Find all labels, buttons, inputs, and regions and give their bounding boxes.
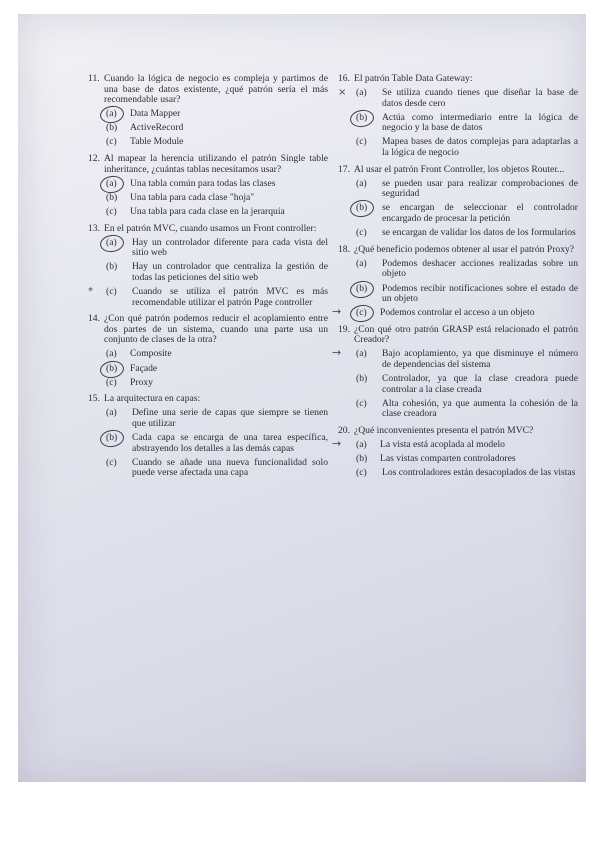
answer-option[interactable]: [104, 238, 328, 259]
option-text: Data Mapper: [130, 108, 181, 120]
option-letter: [104, 262, 126, 283]
option-letter: [354, 259, 376, 280]
option-letter-text: (a): [106, 177, 117, 189]
question-header: [338, 74, 578, 85]
option-letter-text: (c): [106, 205, 117, 217]
option-letter-text: (a): [356, 439, 367, 451]
question-text: El patrón Table Data Gateway:: [354, 73, 473, 84]
question-number: 12.: [88, 153, 100, 165]
option-letter-text: (a): [106, 348, 117, 360]
question-16: [338, 74, 578, 159]
option-letter: [354, 284, 376, 305]
option-letter-text: (b): [356, 202, 368, 214]
option-text: se encargan de validar los datos de los formularios: [382, 227, 576, 239]
option-letter-text: (c): [356, 307, 367, 319]
handwritten-mark: ×: [338, 87, 347, 99]
answer-option[interactable]: [104, 349, 328, 360]
answer-option[interactable]: [104, 137, 328, 148]
option-letter-text: (a): [356, 257, 367, 269]
handwritten-mark: →: [332, 437, 342, 451]
question-text: Al mapear la herencia utilizando el patrón Single table inheritance, ¿cuántas tablas necesitamos usar?: [104, 153, 328, 175]
question-header: [338, 165, 578, 176]
option-letter: [104, 207, 126, 218]
right-column: [332, 73, 578, 485]
option-text: Podemos recibir notificaciones sobre el estado de un objeto: [382, 282, 578, 305]
answer-option[interactable]: [104, 378, 328, 389]
question-text: Cuando la lógica de negocio es compleja y partimos de una base de datos existente, ¿qué patrón sería el más recomendable usar?: [104, 73, 328, 106]
answer-option[interactable]: [354, 179, 578, 200]
option-letter: [354, 454, 376, 465]
question-header: [88, 394, 328, 405]
question-number: 11.: [88, 73, 100, 84]
option-letter: [332, 346, 376, 370]
answer-option[interactable]: [332, 346, 578, 371]
answer-option[interactable]: [338, 87, 578, 109]
option-letter-text: (c): [106, 286, 117, 297]
option-letter-text: (b): [106, 261, 118, 273]
answer-option[interactable]: [104, 207, 328, 218]
answer-option[interactable]: [354, 374, 578, 395]
option-text: Proxy: [130, 376, 153, 388]
option-text: se pueden usar para realizar comprobaciones de seguridad: [382, 177, 578, 200]
question-13: [88, 224, 328, 309]
handwritten-mark: *: [88, 286, 93, 297]
option-letter-text: (c): [356, 227, 367, 239]
option-text: Composite: [130, 348, 172, 360]
question-header: [88, 224, 328, 235]
answer-option[interactable]: [104, 193, 328, 204]
answer-option[interactable]: [354, 454, 578, 465]
question-text: En el patrón MVC, cuando usamos un Front controller:: [104, 222, 317, 234]
option-text: Alta cohesión, ya que aumenta la cohesión de la clase creadora: [382, 397, 578, 420]
answer-option[interactable]: [332, 305, 578, 319]
question-number: 18.: [338, 243, 350, 255]
option-letter: [354, 137, 376, 158]
option-letter: [354, 399, 376, 420]
option-letter-text: (c): [106, 376, 117, 388]
answer-option[interactable]: [104, 179, 328, 190]
option-letter-text: (b): [106, 362, 118, 374]
question-text: ¿Con qué patrón podemos reducir el acoplamiento entre dos partes de un sistema, cuando una parte usa un conjunto de clases de la otra?: [104, 313, 328, 346]
option-text: Una tabla para cada clase "hoja": [130, 191, 255, 203]
option-letter: [104, 193, 126, 204]
option-text: Hay un controlador diferente para cada vista del sitio web: [132, 236, 328, 259]
handwritten-circle-mark: [349, 199, 375, 219]
question-text: ¿Qué inconvenientes presenta el patrón MVC?: [354, 425, 534, 437]
answer-option[interactable]: [354, 228, 578, 239]
handwritten-circle-mark: [349, 108, 375, 128]
answer-option[interactable]: [88, 286, 328, 308]
answer-option[interactable]: [332, 437, 578, 451]
handwritten-mark: →: [332, 346, 342, 360]
question-text: Al usar el patrón Front Controller, los objetos Router...: [354, 163, 565, 175]
answer-option[interactable]: [104, 123, 328, 134]
left-column: [88, 74, 328, 485]
option-text: La vista está acoplada al modelo: [380, 439, 505, 451]
exam-sheet: [18, 14, 586, 782]
handwritten-circle-mark: [349, 279, 375, 299]
question-header: [88, 154, 328, 175]
option-text: Actúa como intermediario entre la lógica de negocio y la base de datos: [382, 111, 578, 134]
option-letter-text: (b): [356, 373, 368, 385]
answer-option[interactable]: [354, 259, 578, 280]
option-letter: [104, 238, 126, 259]
option-text: Bajo acoplamiento, ya que disminuye el número de dependencias del sistema: [382, 348, 578, 371]
option-letter: [354, 374, 376, 395]
option-letter: [354, 468, 376, 479]
option-letter: [104, 378, 126, 389]
option-letter: [88, 286, 126, 308]
option-text: Podemos deshacer acciones realizadas sobre un objeto: [382, 257, 578, 280]
option-text: Podemos controlar el acceso a un objeto: [380, 307, 535, 319]
option-text: Una tabla común para todas las clases: [130, 177, 276, 189]
question-number: 16.: [338, 73, 350, 84]
option-letter: [104, 109, 126, 120]
option-letter: [354, 113, 376, 134]
answer-option[interactable]: [104, 262, 328, 283]
question-header: [338, 245, 578, 256]
handwritten-circle-mark: [99, 428, 125, 448]
option-letter-text: (c): [106, 136, 117, 148]
answer-option[interactable]: [104, 109, 328, 120]
option-letter-text: (c): [356, 397, 367, 409]
option-text: se encargan de seleccionar el controlador encargado de procesar la petición: [382, 202, 578, 225]
option-letter: [354, 228, 376, 239]
question-15: [88, 394, 328, 479]
option-letter-text: (c): [356, 136, 367, 148]
question-header: [88, 314, 328, 346]
option-text: Façade: [130, 362, 158, 374]
question-18: [332, 243, 578, 319]
answer-option[interactable]: [354, 284, 578, 305]
question-text: ¿Con qué otro patrón GRASP está relacionado el patrón Creador?: [354, 323, 578, 346]
question-11: [88, 74, 328, 148]
question-14: [88, 314, 328, 388]
question-number: 17.: [338, 163, 350, 175]
option-letter-text: (a): [356, 348, 367, 360]
question-text: La arquitectura en capas:: [104, 393, 201, 405]
option-text: Cada capa se encarga de una tarea específica, abstrayendo los detalles a las demás capas: [132, 432, 328, 454]
option-text: Cuando se utiliza el patrón MVC es más recomendable utilizar el patrón Page controller: [132, 286, 328, 308]
answer-option[interactable]: [354, 399, 578, 420]
option-letter: [104, 458, 126, 479]
answer-option[interactable]: [104, 364, 328, 375]
option-letter-text: (a): [106, 108, 117, 120]
answer-option[interactable]: [354, 113, 578, 134]
question-text: ¿Qué beneficio podemos obtener al usar el patrón Proxy?: [354, 243, 575, 255]
option-text: Una tabla para cada clase en la jerarquía: [130, 205, 285, 217]
option-letter-text: (c): [356, 467, 367, 479]
option-text: Cuando se añade una nueva funcionalidad solo puede verse afectada una capa: [132, 456, 328, 479]
option-text: Mapea bases de datos complejas para adaptarlas a la lógica de negocio: [382, 136, 578, 159]
option-letter: [332, 437, 376, 451]
option-text: Hay un controlador que centraliza la gestión de todas las peticiones del sitio web: [132, 261, 328, 283]
option-letter-text: (b): [106, 191, 118, 203]
answer-option[interactable]: [104, 433, 328, 454]
option-letter: [104, 123, 126, 134]
option-letter: [104, 179, 126, 190]
question-12: [88, 154, 328, 217]
option-letter-text: (a): [106, 236, 117, 248]
option-letter: [104, 433, 126, 454]
option-letter-text: (a): [106, 407, 117, 419]
option-text: Se utiliza cuando tienes que diseñar la base de datos desde cero: [382, 87, 578, 109]
option-text: Controlador, ya que la clase creadora puede controlar a la clase creada: [382, 373, 578, 395]
answer-option[interactable]: [354, 468, 578, 479]
question-number: 19.: [338, 323, 350, 335]
option-text: ActiveRecord: [130, 122, 184, 134]
question-header: [338, 325, 578, 346]
question-number: 15.: [88, 393, 100, 405]
option-letter-text: (b): [106, 122, 118, 134]
option-letter: [332, 305, 376, 319]
handwritten-circle-mark: [349, 304, 375, 324]
option-letter-text: (a): [356, 87, 367, 99]
option-letter: [104, 349, 126, 360]
option-letter: [354, 203, 376, 224]
question-number: 13.: [88, 222, 100, 234]
question-header: [88, 74, 328, 106]
answer-option[interactable]: [104, 408, 328, 429]
question-19: [332, 323, 578, 420]
option-letter: [104, 364, 126, 375]
option-letter-text: (b): [356, 282, 368, 294]
question-header: [338, 426, 578, 437]
answer-option[interactable]: [354, 203, 578, 224]
option-text: Las vistas comparten controladores: [380, 453, 516, 465]
option-letter-text: (c): [106, 456, 117, 468]
option-letter-text: (b): [356, 111, 368, 123]
option-letter-text: (a): [356, 177, 367, 189]
option-letter: [338, 87, 376, 109]
option-letter: [104, 137, 126, 148]
handwritten-circle-mark: [99, 233, 125, 253]
option-letter: [104, 408, 126, 429]
option-letter-text: (b): [106, 432, 118, 444]
answer-option[interactable]: [104, 458, 328, 479]
option-text: Los controladores están desacoplados de las vistas: [382, 467, 576, 479]
question-number: 14.: [88, 313, 100, 325]
option-text: Define una serie de capas que siempre se tienen que utilizar: [132, 407, 328, 429]
question-20: [332, 425, 578, 479]
option-letter: [354, 179, 376, 200]
option-letter-text: (b): [356, 453, 368, 465]
question-number: 20.: [338, 425, 350, 437]
option-text: Table Module: [130, 136, 184, 148]
question-17: [338, 165, 578, 239]
handwritten-mark: →: [332, 305, 342, 319]
answer-option[interactable]: [354, 137, 578, 158]
